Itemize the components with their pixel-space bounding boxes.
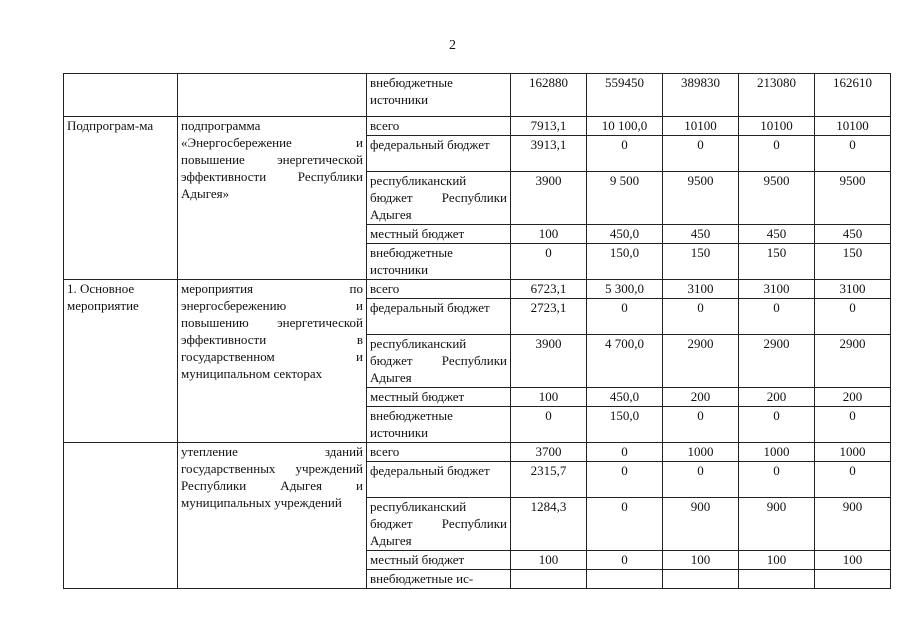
table-row [64, 280, 891, 299]
value-cell: 0 [587, 462, 663, 498]
value-cell: 0 [815, 462, 891, 498]
source-cell: федеральный бюджет [367, 462, 511, 498]
value-cell: 1000 [739, 443, 815, 462]
value-cell: 10100 [663, 117, 739, 136]
source-cell: внебюджетные источники [367, 407, 511, 443]
value-cell: 0 [739, 407, 815, 443]
value-cell: 2900 [739, 335, 815, 388]
value-cell: 3100 [739, 280, 815, 299]
value-cell: 0 [815, 299, 891, 335]
source-cell: всего [367, 443, 511, 462]
value-cell: 0 [511, 407, 587, 443]
value-cell: 559450 [587, 74, 663, 117]
value-cell: 1000 [815, 443, 891, 462]
source-cell: местный бюджет [367, 551, 511, 570]
value-cell: 10 100,0 [587, 117, 663, 136]
value-cell [587, 570, 663, 589]
value-cell: 0 [663, 299, 739, 335]
value-cell: 0 [663, 407, 739, 443]
value-cell: 0 [739, 462, 815, 498]
source-cell: всего [367, 117, 511, 136]
value-cell: 3900 [511, 335, 587, 388]
value-cell: 10100 [815, 117, 891, 136]
value-cell: 0 [587, 498, 663, 551]
value-cell: 150,0 [587, 244, 663, 280]
value-cell: 9500 [739, 172, 815, 225]
value-cell: 3700 [511, 443, 587, 462]
source-cell: внебюджетные источники [367, 244, 511, 280]
source-cell: федеральный бюджет [367, 299, 511, 335]
value-cell: 900 [739, 498, 815, 551]
value-cell: 4 700,0 [587, 335, 663, 388]
value-cell: 450 [663, 225, 739, 244]
value-cell: 0 [663, 136, 739, 172]
value-cell: 213080 [739, 74, 815, 117]
page-number: 2 [449, 38, 456, 53]
value-cell: 1000 [663, 443, 739, 462]
budget-table [63, 73, 891, 589]
value-cell: 0 [815, 407, 891, 443]
value-cell: 0 [587, 551, 663, 570]
status-cell: 1. Основное мероприятие [64, 280, 178, 443]
value-cell: 7913,1 [511, 117, 587, 136]
value-cell: 150 [815, 244, 891, 280]
value-cell: 2315,7 [511, 462, 587, 498]
table-row [64, 74, 891, 117]
table-row [64, 117, 891, 136]
value-cell: 3900 [511, 172, 587, 225]
value-cell: 0 [587, 299, 663, 335]
value-cell: 2900 [663, 335, 739, 388]
value-cell: 0 [739, 299, 815, 335]
value-cell: 389830 [663, 74, 739, 117]
value-cell: 200 [815, 388, 891, 407]
value-cell: 0 [587, 443, 663, 462]
name-cell: мероприятия по энергосбережению и повышению энергетической эффективности в государственном и муниципальном секторах [178, 280, 367, 443]
value-cell: 450,0 [587, 225, 663, 244]
value-cell: 150,0 [587, 407, 663, 443]
value-cell [663, 570, 739, 589]
value-cell: 0 [511, 244, 587, 280]
value-cell [815, 570, 891, 589]
value-cell [511, 570, 587, 589]
value-cell: 100 [663, 551, 739, 570]
value-cell: 0 [663, 462, 739, 498]
value-cell: 1284,3 [511, 498, 587, 551]
table-row [64, 443, 891, 462]
value-cell: 200 [663, 388, 739, 407]
source-cell: местный бюджет [367, 388, 511, 407]
source-cell: федеральный бюджет [367, 136, 511, 172]
value-cell: 3100 [663, 280, 739, 299]
value-cell: 10100 [739, 117, 815, 136]
source-cell: республиканский бюджет Республики Адыгея [367, 335, 511, 388]
value-cell: 450,0 [587, 388, 663, 407]
value-cell: 0 [587, 136, 663, 172]
value-cell [739, 570, 815, 589]
value-cell: 2900 [815, 335, 891, 388]
value-cell: 0 [815, 136, 891, 172]
value-cell: 3100 [815, 280, 891, 299]
source-cell: местный бюджет [367, 225, 511, 244]
value-cell: 6723,1 [511, 280, 587, 299]
value-cell: 162610 [815, 74, 891, 117]
value-cell: 200 [739, 388, 815, 407]
value-cell: 2723,1 [511, 299, 587, 335]
value-cell: 9 500 [587, 172, 663, 225]
value-cell: 100 [511, 225, 587, 244]
value-cell: 450 [739, 225, 815, 244]
name-cell: подпрограмма «Энергосбережение и повышение энергетической эффективности Республики Адыгея» [178, 117, 367, 280]
value-cell: 150 [663, 244, 739, 280]
value-cell: 3913,1 [511, 136, 587, 172]
value-cell: 5 300,0 [587, 280, 663, 299]
status-cell: Подпрограм-ма [64, 117, 178, 280]
source-cell: республиканский бюджет Республики Адыгея [367, 172, 511, 225]
source-cell: внебюджетные источники [367, 74, 511, 117]
value-cell: 450 [815, 225, 891, 244]
value-cell: 100 [815, 551, 891, 570]
status-cell [64, 74, 178, 117]
value-cell: 100 [511, 551, 587, 570]
source-cell: внебюджетные ис- [367, 570, 511, 589]
name-cell [178, 74, 367, 117]
value-cell: 150 [739, 244, 815, 280]
name-cell: утепление зданий государственных учреждений Республики Адыгея и муниципальных учреждений [178, 443, 367, 589]
value-cell: 9500 [663, 172, 739, 225]
status-cell [64, 443, 178, 589]
value-cell: 162880 [511, 74, 587, 117]
source-cell: республиканский бюджет Республики Адыгея [367, 498, 511, 551]
value-cell: 900 [815, 498, 891, 551]
value-cell: 0 [739, 136, 815, 172]
value-cell: 900 [663, 498, 739, 551]
value-cell: 100 [511, 388, 587, 407]
value-cell: 9500 [815, 172, 891, 225]
source-cell: всего [367, 280, 511, 299]
value-cell: 100 [739, 551, 815, 570]
